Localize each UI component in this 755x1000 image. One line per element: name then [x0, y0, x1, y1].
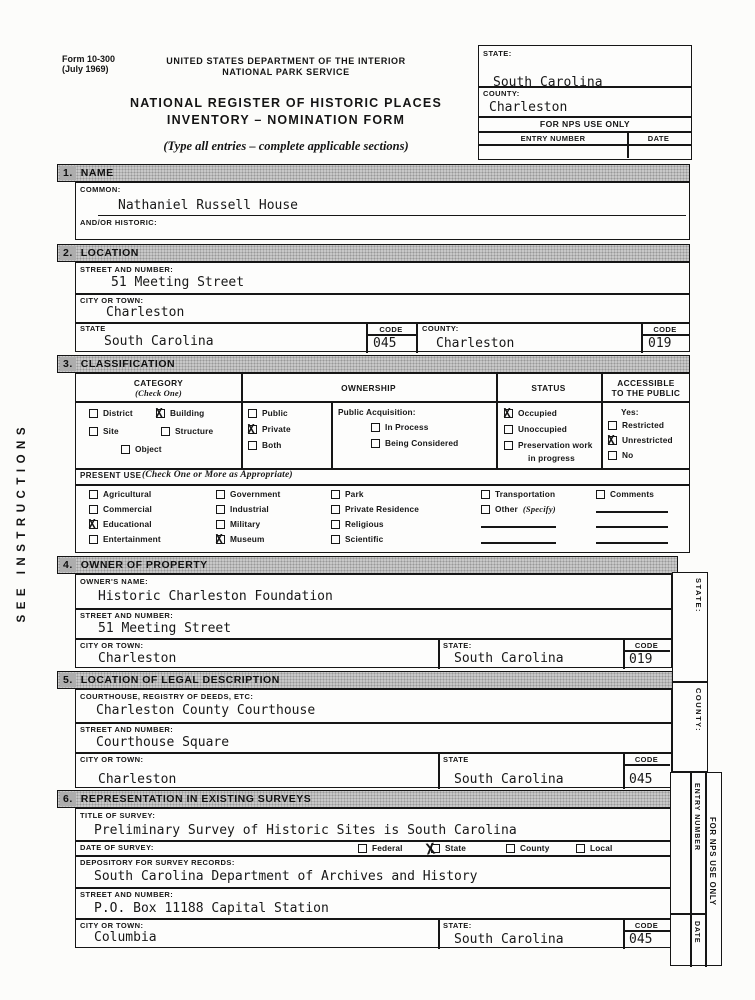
checkbox-educational[interactable] — [89, 519, 152, 529]
divider — [671, 913, 705, 915]
section-5-title: LOCATION OF LEGAL DESCRIPTION — [80, 674, 280, 686]
owner-name-value[interactable]: Historic Charleston Foundation — [98, 589, 333, 604]
building-box[interactable] — [156, 409, 165, 418]
entry-number-label: ENTRY NUMBER — [520, 134, 586, 143]
legal-state-value[interactable]: South Carolina — [454, 772, 564, 787]
checkbox-other[interactable] — [481, 504, 556, 514]
survey-state-label: STATE: — [443, 921, 472, 930]
checkbox-object[interactable] — [121, 444, 162, 454]
building-label: Building — [170, 408, 205, 418]
public-box[interactable] — [248, 409, 257, 418]
category-subheader: (Check One) — [135, 388, 182, 398]
state-label: STATE — [80, 324, 106, 333]
section-2-header — [57, 244, 690, 262]
industrial-box[interactable] — [216, 505, 225, 514]
park-box[interactable] — [331, 490, 340, 499]
legal-city-label: CITY OR TOWN: — [80, 755, 144, 764]
nps-county-label: COUNTY: — [483, 89, 520, 98]
legal-state-label: STATE — [443, 755, 469, 764]
checkbox-county-survey[interactable] — [506, 843, 549, 853]
government-box[interactable] — [216, 490, 225, 499]
county-value[interactable]: Charleston — [436, 336, 515, 351]
agricultural-box[interactable] — [89, 490, 98, 499]
survey-street-label: STREET AND NUMBER: — [80, 890, 174, 899]
blank-line[interactable] — [596, 511, 668, 513]
restricted-box[interactable] — [608, 421, 617, 430]
religious-label: Religious — [345, 519, 384, 529]
checkbox-local-survey[interactable] — [576, 843, 612, 853]
divider — [76, 722, 671, 724]
county-label: COUNTY: — [422, 324, 459, 333]
common-name-label: COMMON: — [80, 185, 121, 194]
nps-state-label: STATE: — [483, 49, 512, 58]
checkbox-entertainment[interactable] — [89, 534, 161, 544]
legal-code-value[interactable]: 045 — [629, 772, 653, 787]
commercial-label: Commercial — [103, 504, 152, 514]
site-label: Site — [103, 426, 119, 436]
unoccupied-label: Unoccupied — [518, 424, 567, 434]
state-code-label: CODE — [379, 325, 403, 334]
divider — [76, 752, 671, 754]
nps-county-value[interactable]: Charleston — [489, 100, 568, 115]
section-6-header — [57, 790, 678, 808]
agency-line2: NATIONAL PARK SERVICE — [222, 66, 350, 77]
divider — [76, 840, 671, 842]
common-name-value[interactable]: Nathaniel Russell House — [118, 198, 299, 213]
checkbox-no[interactable] — [608, 450, 633, 460]
checkbox-district[interactable] — [89, 408, 133, 418]
section-3-number: 3. — [60, 357, 76, 371]
checkbox-private[interactable] — [248, 424, 291, 434]
section-3-title: CLASSIFICATION — [80, 358, 176, 370]
accessible-header-line1: ACCESSIBLE — [617, 378, 675, 388]
category-header: CATEGORY — [133, 378, 184, 388]
checkbox-transportation[interactable] — [481, 489, 555, 499]
state-survey-box[interactable] — [431, 844, 440, 853]
entertainment-box[interactable] — [89, 535, 98, 544]
survey-title-value[interactable]: Preliminary Survey of Historic Sites is South Carolina — [94, 823, 517, 838]
checkbox-comments[interactable] — [596, 489, 654, 499]
sidebar-nps-box — [670, 772, 722, 966]
section-1-box — [75, 182, 690, 240]
agricultural-label: Agricultural — [103, 489, 152, 499]
no-label: No — [622, 450, 634, 460]
section-4-header — [57, 556, 678, 574]
checkbox-being-considered[interactable] — [371, 438, 458, 448]
checkbox-religious[interactable] — [331, 519, 384, 529]
unrestricted-label: Unrestricted — [622, 435, 673, 445]
owner-code-value[interactable]: 019 — [629, 652, 653, 667]
checkbox-state-survey[interactable] — [431, 843, 466, 853]
survey-code-value[interactable]: 045 — [629, 932, 653, 947]
survey-street-value[interactable]: P.O. Box 11188 Capital Station — [94, 901, 329, 916]
legal-street-label: STREET AND NUMBER: — [80, 725, 174, 734]
preservation-label: Preservation work — [518, 440, 593, 450]
owner-state-label: STATE: — [443, 641, 472, 650]
see-instructions — [16, 366, 28, 678]
street-value[interactable]: 51 Meeting Street — [111, 275, 245, 290]
both-box[interactable] — [248, 441, 257, 450]
checkbox-commercial[interactable] — [89, 504, 152, 514]
educational-box[interactable] — [89, 520, 98, 529]
courthouse-value[interactable]: Charleston County Courthouse — [96, 703, 316, 718]
see-instructions-text: SEE INSTRUCTIONS — [16, 421, 28, 623]
street-label: STREET AND NUMBER: — [80, 265, 174, 274]
sidebar-nps-use-label: FOR NPS USE ONLY — [708, 817, 717, 906]
depository-value[interactable]: South Carolina Department of Archives and History — [94, 869, 478, 884]
form-number-line1: Form 10-300 — [62, 54, 116, 64]
structure-box[interactable] — [161, 427, 170, 436]
owner-name-label: OWNER'S NAME: — [80, 577, 149, 586]
blank-line[interactable] — [596, 542, 668, 544]
checkbox-museum[interactable] — [216, 534, 265, 544]
nps-state-county-box — [478, 45, 692, 160]
historic-name-label: AND/OR HISTORIC: — [80, 218, 158, 227]
private-box[interactable] — [248, 425, 257, 434]
form-number-line2: (July 1969) — [62, 64, 109, 74]
comments-label: Comments — [610, 489, 655, 499]
state-value[interactable]: South Carolina — [104, 334, 214, 349]
unrestricted-box[interactable] — [608, 436, 617, 445]
section-4-box — [75, 574, 672, 668]
unoccupied-box[interactable] — [504, 425, 513, 434]
courthouse-label: COURTHOUSE, REGISTRY OF DEEDS, ETC: — [80, 692, 254, 701]
form-title-line1: NATIONAL REGISTER OF HISTORIC PLACES — [130, 96, 442, 110]
survey-city-value[interactable]: Columbia — [94, 930, 157, 945]
checkbox-military[interactable] — [216, 519, 260, 529]
section-6-number: 6. — [60, 792, 76, 806]
divider — [76, 638, 671, 640]
in-process-box[interactable] — [371, 423, 380, 432]
section-6-title: REPRESENTATION IN EXISTING SURVEYS — [80, 793, 312, 805]
object-label: Object — [135, 444, 162, 454]
other-box[interactable] — [481, 505, 490, 514]
divider — [331, 401, 333, 468]
nps-state-value[interactable]: South Carolina — [493, 75, 603, 90]
sidebar-entry-number-label: ENTRY NUMBER — [693, 783, 700, 852]
scientific-box[interactable] — [331, 535, 340, 544]
blank-line[interactable] — [481, 542, 556, 544]
section-5-box — [75, 689, 672, 788]
sidebar-state-county-box — [672, 572, 708, 772]
in-process-label: In Process — [385, 422, 429, 432]
being-considered-label: Being Considered — [385, 438, 459, 448]
checkbox-scientific[interactable] — [331, 534, 383, 544]
both-label: Both — [262, 440, 282, 450]
military-box[interactable] — [216, 520, 225, 529]
depository-label: DEPOSITORY FOR SURVEY RECORDS: — [80, 858, 235, 867]
agency-line1: UNITED STATES DEPARTMENT OF THE INTERIOR — [166, 56, 406, 66]
federal-box[interactable] — [358, 844, 367, 853]
other-specify-label: (Specify) — [522, 504, 556, 514]
form-title — [95, 95, 477, 129]
legal-code-label: CODE — [634, 755, 659, 764]
section-5-number: 5. — [60, 673, 76, 687]
section-2-title: LOCATION — [80, 247, 139, 259]
checkbox-both[interactable] — [248, 440, 282, 450]
owner-code-label: CODE — [634, 641, 659, 650]
survey-state-value[interactable]: South Carolina — [454, 932, 564, 947]
divider — [76, 608, 671, 610]
divider — [76, 855, 671, 857]
owner-city-label: CITY OR TOWN: — [80, 641, 144, 650]
district-box[interactable] — [89, 409, 98, 418]
being-considered-box[interactable] — [371, 439, 380, 448]
no-box[interactable] — [608, 451, 617, 460]
divider — [479, 116, 691, 118]
section-2-number: 2. — [60, 246, 76, 260]
divider — [76, 484, 689, 486]
form-instruction: (Type all entries – complete applicable sections) — [163, 139, 409, 153]
state-survey-label: State — [445, 843, 467, 853]
religious-box[interactable] — [331, 520, 340, 529]
divider — [479, 144, 691, 146]
divider — [623, 764, 670, 766]
divider — [438, 918, 440, 949]
owner-state-value[interactable]: South Carolina — [454, 651, 564, 666]
divider — [76, 887, 671, 889]
checkbox-private-residence[interactable] — [331, 504, 419, 514]
object-box[interactable] — [121, 445, 130, 454]
section-3-box — [75, 373, 690, 553]
divider — [416, 322, 418, 353]
checkbox-structure[interactable] — [161, 426, 213, 436]
checkbox-site[interactable] — [89, 426, 119, 436]
sidebar-county-label: COUNTY: — [694, 688, 703, 733]
divider — [76, 293, 689, 295]
comments-box[interactable] — [596, 490, 605, 499]
divider — [76, 322, 689, 324]
blank-line[interactable] — [481, 526, 556, 528]
section-5-header — [57, 671, 678, 689]
checkbox-unoccupied[interactable] — [504, 424, 567, 434]
checkbox-park[interactable] — [331, 489, 364, 499]
nps-use-only-label: FOR NPS USE ONLY — [539, 119, 631, 129]
survey-code-label: CODE — [634, 921, 659, 930]
restricted-label: Restricted — [622, 420, 665, 430]
checkbox-in-process[interactable] — [371, 422, 428, 432]
transportation-box[interactable] — [481, 490, 490, 499]
owner-street-value[interactable]: 51 Meeting Street — [98, 621, 232, 636]
local-survey-box[interactable] — [576, 844, 585, 853]
structure-label: Structure — [175, 426, 214, 436]
preservation-label-line2: in progress — [528, 453, 575, 463]
section-6-box — [75, 808, 672, 948]
checkbox-government[interactable] — [216, 489, 280, 499]
industrial-label: Industrial — [230, 504, 269, 514]
commercial-box[interactable] — [89, 505, 98, 514]
occupied-label: Occupied — [518, 408, 558, 418]
preservation-box[interactable] — [504, 441, 513, 450]
divider — [76, 918, 671, 920]
transportation-label: Transportation — [495, 489, 556, 499]
divider — [690, 773, 692, 967]
legal-city-value[interactable]: Charleston — [98, 772, 177, 787]
occupied-box[interactable] — [504, 409, 513, 418]
public-label: Public — [262, 408, 288, 418]
legal-street-value[interactable]: Courthouse Square — [96, 735, 230, 750]
checkbox-federal[interactable] — [358, 843, 403, 853]
district-label: District — [103, 408, 133, 418]
city-value[interactable]: Charleston — [106, 305, 185, 320]
blank-line[interactable] — [596, 526, 668, 528]
yes-label: Yes: — [621, 407, 639, 417]
present-use-subnote: (Check One or More as Appropriate) — [142, 470, 293, 480]
section-4-title: OWNER OF PROPERTY — [80, 559, 208, 571]
entertainment-label: Entertainment — [103, 534, 161, 544]
survey-title-label: TITLE OF SURVEY: — [80, 811, 156, 820]
checkbox-restricted[interactable] — [608, 420, 664, 430]
public-acquisition-label: Public Acquisition: — [338, 407, 416, 417]
county-survey-box[interactable] — [506, 844, 515, 853]
checkbox-public[interactable] — [248, 408, 288, 418]
private-label: Private — [262, 424, 291, 434]
divider — [438, 638, 440, 669]
section-3-header — [57, 355, 690, 373]
divider — [705, 773, 707, 967]
section-1-title: NAME — [80, 167, 114, 179]
checkbox-occupied[interactable] — [504, 408, 557, 418]
private-residence-box[interactable] — [331, 505, 340, 514]
government-label: Government — [230, 489, 281, 499]
agency-heading — [130, 56, 442, 77]
present-use-label: PRESENT USE — [80, 471, 142, 480]
survey-city-label: CITY OR TOWN: — [80, 921, 144, 930]
section-1-header — [57, 164, 690, 182]
section-4-number: 4. — [60, 558, 76, 572]
sidebar-state-label: STATE: — [694, 578, 703, 613]
site-box[interactable] — [89, 427, 98, 436]
form-title-line2: INVENTORY – NOMINATION FORM — [166, 113, 406, 127]
section-2-box — [75, 262, 690, 352]
sidebar-date-label: DATE — [693, 921, 700, 944]
scientific-label: Scientific — [345, 534, 384, 544]
museum-box[interactable] — [216, 535, 225, 544]
checkbox-building[interactable] — [156, 408, 204, 418]
military-label: Military — [230, 519, 261, 529]
divider — [438, 752, 440, 789]
other-label: Other — [495, 504, 518, 514]
checkbox-preservation-work[interactable] — [504, 440, 593, 450]
museum-label: Museum — [230, 534, 265, 544]
survey-date-label: DATE OF SURVEY: — [80, 843, 154, 852]
section-1-number: 1. — [60, 166, 76, 180]
status-header: STATUS — [531, 383, 566, 393]
state-code-value[interactable]: 045 — [373, 336, 397, 351]
owner-city-value[interactable]: Charleston — [98, 651, 177, 666]
accessible-header-line2: TO THE PUBLIC — [611, 388, 681, 398]
divider — [76, 401, 689, 403]
federal-label: Federal — [372, 843, 403, 853]
owner-street-label: STREET AND NUMBER: — [80, 611, 174, 620]
city-label: CITY OR TOWN: — [80, 296, 144, 305]
educational-label: Educational — [103, 519, 152, 529]
county-code-value[interactable]: 019 — [648, 336, 672, 351]
date-label: DATE — [647, 134, 670, 143]
checkbox-agricultural[interactable] — [89, 489, 151, 499]
divider — [479, 131, 691, 133]
ownership-header: OWNERSHIP — [341, 383, 396, 393]
county-code-label: CODE — [653, 325, 677, 334]
write-line[interactable] — [98, 215, 686, 216]
park-label: Park — [345, 489, 364, 499]
local-survey-label: Local — [590, 843, 613, 853]
private-residence-label: Private Residence — [345, 504, 420, 514]
checkbox-industrial[interactable] — [216, 504, 269, 514]
county-survey-label: County — [520, 843, 550, 853]
divider — [673, 681, 707, 683]
checkbox-unrestricted[interactable] — [608, 435, 673, 445]
